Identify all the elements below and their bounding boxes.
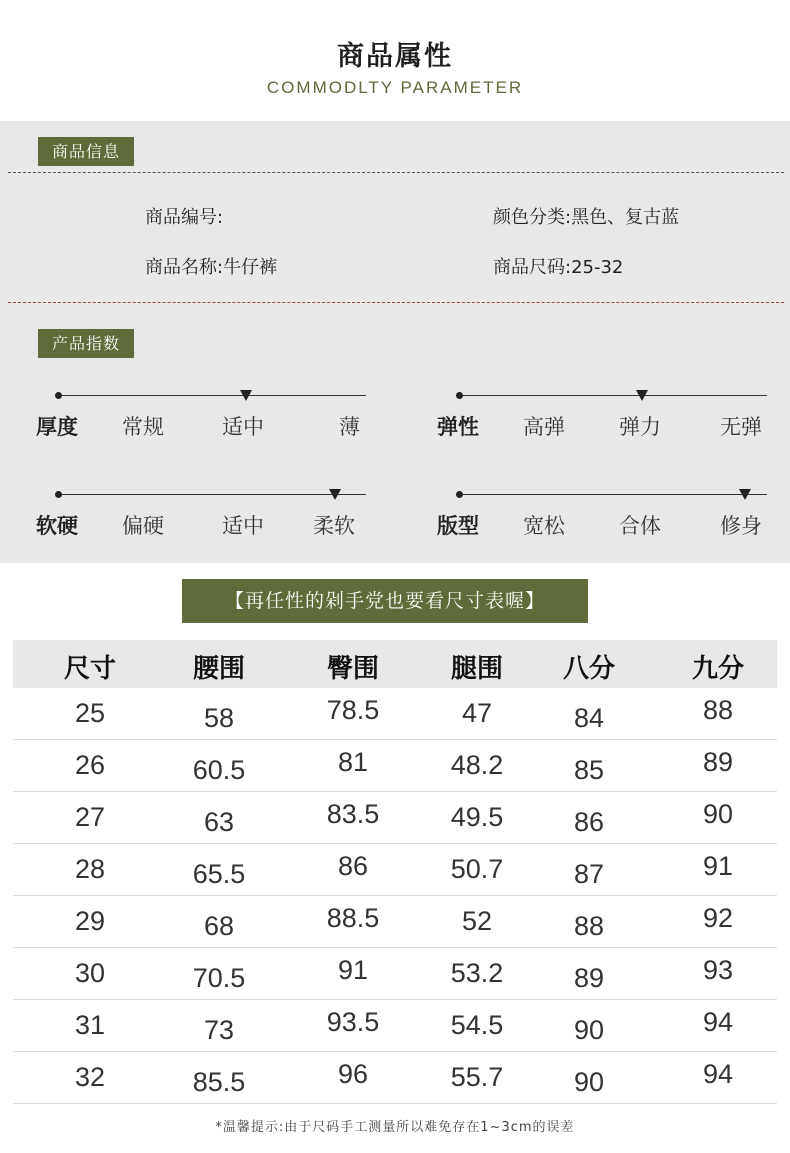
table-cell: 89 <box>702 747 734 777</box>
index-fit <box>437 494 777 554</box>
divider <box>8 172 784 173</box>
table-row <box>13 844 777 896</box>
table-cell: 47 <box>461 698 493 728</box>
table-cell: 27 <box>74 802 106 832</box>
index-start-dot <box>55 491 62 498</box>
index-option: 柔软 <box>313 514 355 538</box>
table-cell: 87 <box>573 859 605 889</box>
index-softness <box>36 494 376 554</box>
table-cell: 26 <box>74 750 106 780</box>
table-cell: 49.5 <box>450 802 504 832</box>
index-start-dot <box>55 392 62 399</box>
table-cell: 90 <box>573 1015 605 1045</box>
product-size: 商品尺码:25-32 <box>493 257 624 278</box>
index-label: 版型 <box>437 514 479 538</box>
column-header: 腿围 <box>450 654 504 684</box>
index-label: 弹性 <box>437 415 479 439</box>
table-cell: 63 <box>203 807 235 837</box>
table-cell: 60.5 <box>192 755 246 785</box>
column-header: 臀围 <box>326 654 380 684</box>
table-cell: 94 <box>702 1007 734 1037</box>
column-header: 尺寸 <box>63 654 117 684</box>
size-table <box>13 640 777 1104</box>
table-cell: 85 <box>573 755 605 785</box>
table-cell: 52 <box>461 906 493 936</box>
table-cell: 54.5 <box>450 1010 504 1040</box>
table-cell: 86 <box>573 807 605 837</box>
index-option: 常规 <box>122 415 164 439</box>
table-cell: 31 <box>74 1010 106 1040</box>
index-start-dot <box>456 392 463 399</box>
table-cell: 68 <box>203 911 235 941</box>
index-elasticity <box>437 395 777 455</box>
page-subtitle: COMMODLTY PARAMETER <box>266 78 524 97</box>
attribute-panel <box>0 121 790 563</box>
table-cell: 92 <box>702 903 734 933</box>
index-track <box>459 494 767 495</box>
product-color: 颜色分类:黑色、复古蓝 <box>493 207 680 228</box>
table-cell: 55.7 <box>450 1062 504 1092</box>
product-index-tag: 产品指数 <box>38 329 134 358</box>
index-option: 宽松 <box>523 514 565 538</box>
index-marker <box>240 390 252 401</box>
index-label: 软硬 <box>36 514 78 538</box>
table-cell: 91 <box>702 851 734 881</box>
index-marker <box>329 489 341 500</box>
index-option: 偏硬 <box>122 514 164 538</box>
table-cell: 30 <box>74 958 106 988</box>
table-cell: 90 <box>573 1067 605 1097</box>
table-cell: 96 <box>337 1059 369 1089</box>
product-name: 商品名称:牛仔裤 <box>145 257 278 278</box>
size-chart-banner: 【再任性的剁手党也要看尺寸表喔】 <box>182 579 588 623</box>
column-header: 八分 <box>562 654 616 684</box>
table-cell: 88 <box>702 695 734 725</box>
table-row <box>13 1000 777 1052</box>
table-cell: 88.5 <box>326 903 380 933</box>
product-number: 商品编号: <box>145 207 224 228</box>
table-cell: 29 <box>74 906 106 936</box>
size-note: *温馨提示:由于尺码手工测量所以难免存在1~3cm的误差 <box>215 1120 575 1135</box>
table-cell: 65.5 <box>192 859 246 889</box>
index-track <box>58 494 366 495</box>
table-cell: 84 <box>573 703 605 733</box>
table-row <box>13 896 777 948</box>
index-option: 修身 <box>720 514 762 538</box>
index-option: 高弹 <box>523 415 565 439</box>
table-row <box>13 1052 777 1104</box>
table-cell: 91 <box>337 955 369 985</box>
divider <box>8 302 784 303</box>
table-cell: 90 <box>702 799 734 829</box>
table-cell: 53.2 <box>450 958 504 988</box>
table-cell: 32 <box>74 1062 106 1092</box>
table-cell: 86 <box>337 851 369 881</box>
table-cell: 85.5 <box>192 1067 246 1097</box>
column-header: 腰围 <box>192 654 246 684</box>
index-thickness <box>36 395 376 455</box>
table-cell: 70.5 <box>192 963 246 993</box>
index-label: 厚度 <box>36 415 78 439</box>
table-cell: 25 <box>74 698 106 728</box>
table-row <box>13 688 777 740</box>
index-option: 适中 <box>222 415 264 439</box>
size-table-header <box>13 640 777 688</box>
table-cell: 93 <box>702 955 734 985</box>
table-cell: 78.5 <box>326 695 380 725</box>
table-row <box>13 740 777 792</box>
product-info-tag: 商品信息 <box>38 137 134 166</box>
index-marker <box>739 489 751 500</box>
index-marker <box>636 390 648 401</box>
table-cell: 58 <box>203 703 235 733</box>
table-cell: 93.5 <box>326 1007 380 1037</box>
table-row <box>13 792 777 844</box>
table-cell: 83.5 <box>326 799 380 829</box>
table-cell: 89 <box>573 963 605 993</box>
index-option: 合体 <box>619 514 661 538</box>
page-title: 商品属性 <box>337 41 453 72</box>
table-cell: 48.2 <box>450 750 504 780</box>
table-cell: 81 <box>337 747 369 777</box>
table-cell: 94 <box>702 1059 734 1089</box>
index-option: 弹力 <box>619 415 661 439</box>
table-cell: 28 <box>74 854 106 884</box>
index-option: 薄 <box>339 415 360 439</box>
table-cell: 73 <box>203 1015 235 1045</box>
column-header: 九分 <box>691 654 745 684</box>
table-row <box>13 948 777 1000</box>
index-option: 无弹 <box>720 415 762 439</box>
table-cell: 50.7 <box>450 854 504 884</box>
index-track <box>58 395 366 396</box>
index-option: 适中 <box>222 514 264 538</box>
index-start-dot <box>456 491 463 498</box>
table-cell: 88 <box>573 911 605 941</box>
index-track <box>459 395 767 396</box>
